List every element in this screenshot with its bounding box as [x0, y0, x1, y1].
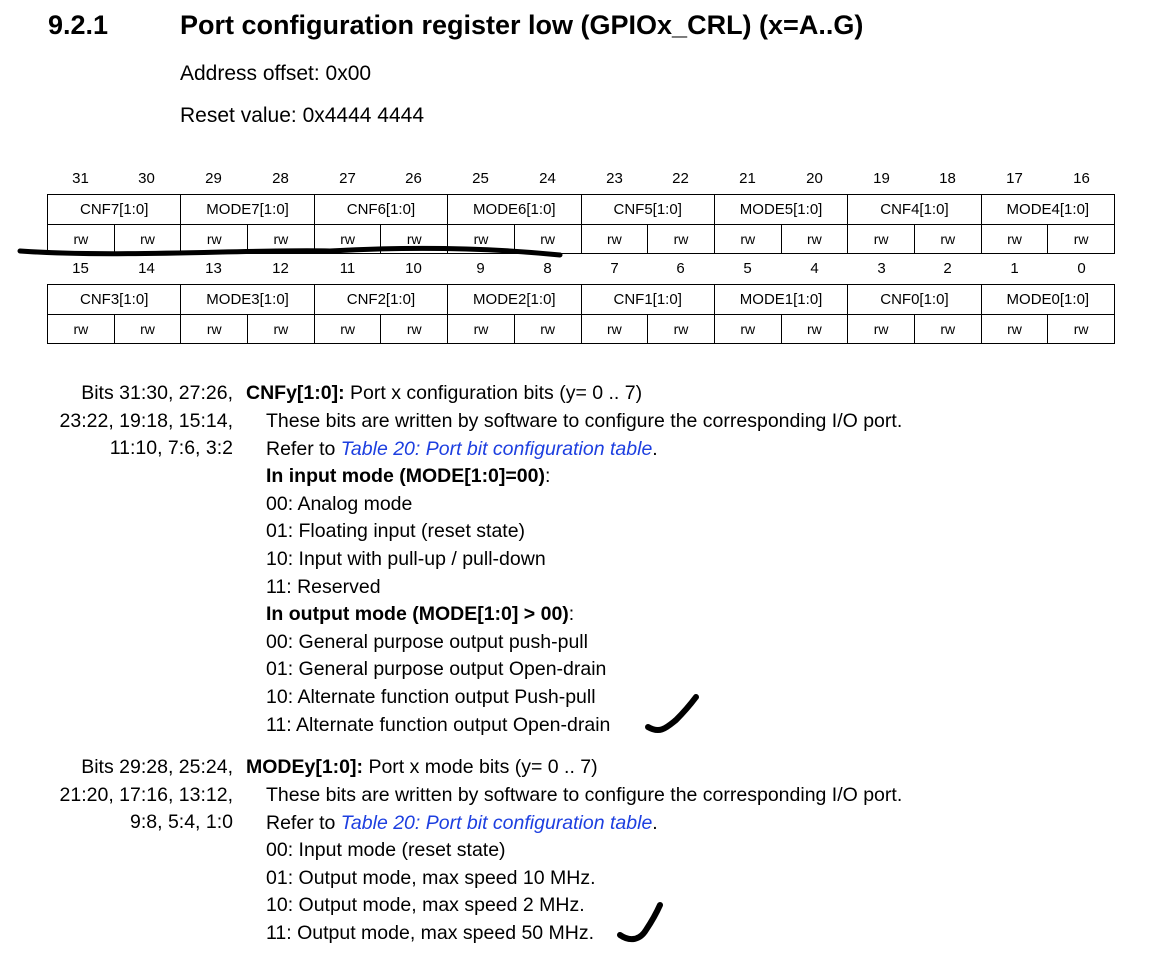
field-mode1: MODE1[1:0] [714, 285, 847, 315]
field-cnf1: CNF1[1:0] [581, 285, 714, 315]
access-cell: rw [248, 315, 315, 344]
mode-item: 00: Input mode (reset state) [266, 839, 506, 862]
bit-number: 13 [205, 260, 222, 277]
access-cell: rw [381, 225, 448, 254]
field-mode7: MODE7[1:0] [181, 195, 314, 225]
register-table-upper [47, 194, 1115, 254]
access-cell: rw [114, 225, 181, 254]
refer-suffix: . [652, 811, 658, 834]
access-cell: rw [981, 225, 1048, 254]
field-mode6: MODE6[1:0] [448, 195, 581, 225]
bit-number: 21 [739, 170, 756, 187]
bit-number: 14 [138, 260, 155, 277]
access-cell: rw [914, 225, 981, 254]
mode-field-heading [246, 756, 598, 779]
cnf-bits-line: Bits 31:30, 27:26, [81, 382, 233, 404]
field-cnf6: CNF6[1:0] [314, 195, 447, 225]
field-cnf7: CNF7[1:0] [48, 195, 181, 225]
bit-number: 5 [743, 260, 752, 277]
cnf-field-name: CNFy[1:0]: [246, 382, 345, 404]
bit-number: 8 [543, 260, 552, 277]
bit-number: 10 [405, 260, 422, 277]
cnf-bits-line: 23:22, 19:18, 15:14, [59, 409, 233, 432]
access-cell: rw [48, 225, 115, 254]
input-item: 10: Input with pull-up / pull-down [266, 547, 546, 570]
cnf-bits-line: 11:10, 7:6, 3:2 [109, 437, 233, 459]
bit-number: 17 [1006, 170, 1023, 187]
input-mode-heading-text: In input mode (MODE[1:0]=00) [266, 465, 545, 488]
output-item: 10: Alternate function output Push-pull [266, 685, 596, 708]
access-cell: rw [981, 315, 1048, 344]
mode-item: 01: Output mode, max speed 10 MHz. [266, 866, 596, 889]
access-cell: rw [181, 315, 248, 344]
access-cell: rw [714, 315, 781, 344]
reset-value: Reset value: 0x4444 4444 [180, 104, 425, 127]
bit-number: 18 [939, 170, 956, 187]
access-cell: rw [114, 315, 181, 344]
bit-number: 24 [539, 170, 556, 187]
mode-desc-line: These bits are written by software to configure the corresponding I/O port. [266, 784, 903, 806]
bit-number: 31 [72, 170, 89, 187]
output-mode-heading [266, 601, 902, 629]
bit-number: 30 [138, 170, 155, 187]
access-cell: rw [714, 225, 781, 254]
access-cell: rw [914, 315, 981, 344]
bit-number: 15 [72, 260, 89, 277]
input-item: 11: Reserved [266, 575, 381, 598]
cnf-refer-line [266, 436, 902, 464]
mode-bits-label [30, 754, 233, 837]
bit-number: 4 [810, 260, 819, 277]
access-cell: rw [514, 225, 581, 254]
access-cell: rw [581, 225, 648, 254]
bit-number: 28 [272, 170, 289, 187]
bit-number: 22 [672, 170, 689, 187]
access-cell: rw [181, 225, 248, 254]
access-cell: rw [581, 315, 648, 344]
field-mode2: MODE2[1:0] [448, 285, 581, 315]
access-cell: rw [648, 225, 715, 254]
access-cell: rw [848, 225, 915, 254]
output-item: 11: Alternate function output Open-drain [266, 713, 611, 736]
field-mode5: MODE5[1:0] [714, 195, 847, 225]
field-cnf0: CNF0[1:0] [848, 285, 981, 315]
mode-field-name: MODEy[1:0]: [246, 756, 364, 778]
cnf-desc-line: These bits are written by software to configure the corresponding I/O port. [266, 410, 903, 432]
input-item: 00: Analog mode [266, 492, 413, 515]
bit-number: 3 [877, 260, 886, 277]
bit-number: 27 [339, 170, 356, 187]
output-mode-heading-text: In output mode (MODE[1:0] > 00) [266, 603, 569, 626]
bit-number: 7 [610, 260, 619, 277]
input-mode-heading [266, 463, 902, 491]
mode-bits-line: 9:8, 5:4, 1:0 [130, 811, 233, 833]
section-title: Port configuration register low (GPIOx_CRL) (x=A..G) [180, 10, 864, 40]
output-mode-colon: : [568, 603, 575, 626]
mode-bits-line: Bits 29:28, 25:24, [81, 756, 233, 778]
refer-prefix: Refer to [266, 437, 341, 460]
bit-number: 19 [873, 170, 890, 187]
access-cell: rw [314, 225, 381, 254]
mode-item: 11: Output mode, max speed 50 MHz. [266, 921, 595, 944]
bit-number: 6 [676, 260, 685, 277]
access-cell: rw [514, 315, 581, 344]
field-cnf4: CNF4[1:0] [848, 195, 981, 225]
upper-bit-numbers [47, 166, 1115, 194]
access-cell: rw [848, 315, 915, 344]
bit-number: 12 [272, 260, 289, 277]
field-cnf5: CNF5[1:0] [581, 195, 714, 225]
cnf-field-summary: Port x configuration bits (y= 0 .. 7) [350, 382, 643, 404]
mode-description [266, 782, 902, 948]
bit-number: 1 [1010, 260, 1019, 277]
access-cell: rw [448, 225, 515, 254]
field-mode4: MODE4[1:0] [981, 195, 1114, 225]
mode-field-summary: Port x mode bits (y= 0 .. 7) [368, 756, 598, 778]
field-mode0: MODE0[1:0] [981, 285, 1114, 315]
field-mode3: MODE3[1:0] [181, 285, 314, 315]
mode-refer-line [266, 810, 902, 838]
access-cell: rw [448, 315, 515, 344]
mode-bits-line: 21:20, 17:16, 13:12, [59, 783, 233, 806]
bit-number: 16 [1073, 170, 1090, 187]
access-cell: rw [314, 315, 381, 344]
input-item: 01: Floating input (reset state) [266, 520, 526, 543]
mode-item: 10: Output mode, max speed 2 MHz. [266, 894, 585, 917]
access-cell: rw [1048, 315, 1115, 344]
field-cnf3: CNF3[1:0] [48, 285, 181, 315]
access-cell: rw [48, 315, 115, 344]
access-cell: rw [781, 225, 848, 254]
bit-number: 9 [476, 260, 485, 277]
bit-number: 26 [405, 170, 422, 187]
access-cell: rw [781, 315, 848, 344]
access-cell: rw [381, 315, 448, 344]
table-20-link[interactable]: Table 20: Port bit configuration table [340, 437, 653, 460]
register-table-lower [47, 284, 1115, 344]
access-cell: rw [648, 315, 715, 344]
table-20-link[interactable]: Table 20: Port bit configuration table [340, 811, 653, 834]
access-cell: rw [248, 225, 315, 254]
access-cell: rw [1048, 225, 1115, 254]
address-offset: Address offset: 0x00 [180, 62, 372, 85]
refer-suffix: . [652, 437, 658, 460]
cnf-bits-label [30, 380, 233, 463]
bit-number: 29 [205, 170, 222, 187]
bit-number: 2 [943, 260, 952, 277]
cnf-field-heading [246, 382, 642, 405]
bit-number: 20 [806, 170, 823, 187]
lower-bit-numbers [47, 256, 1115, 284]
bit-number: 23 [606, 170, 623, 187]
cnf-description [266, 408, 902, 739]
output-item: 00: General purpose output push-pull [266, 630, 588, 653]
bit-number: 25 [472, 170, 489, 187]
bit-number: 11 [339, 260, 356, 277]
refer-prefix: Refer to [266, 811, 341, 834]
section-number: 9.2.1 [48, 10, 109, 40]
bit-number: 0 [1077, 260, 1086, 277]
field-cnf2: CNF2[1:0] [314, 285, 447, 315]
input-mode-colon: : [544, 465, 551, 488]
output-item: 01: General purpose output Open-drain [266, 658, 607, 681]
